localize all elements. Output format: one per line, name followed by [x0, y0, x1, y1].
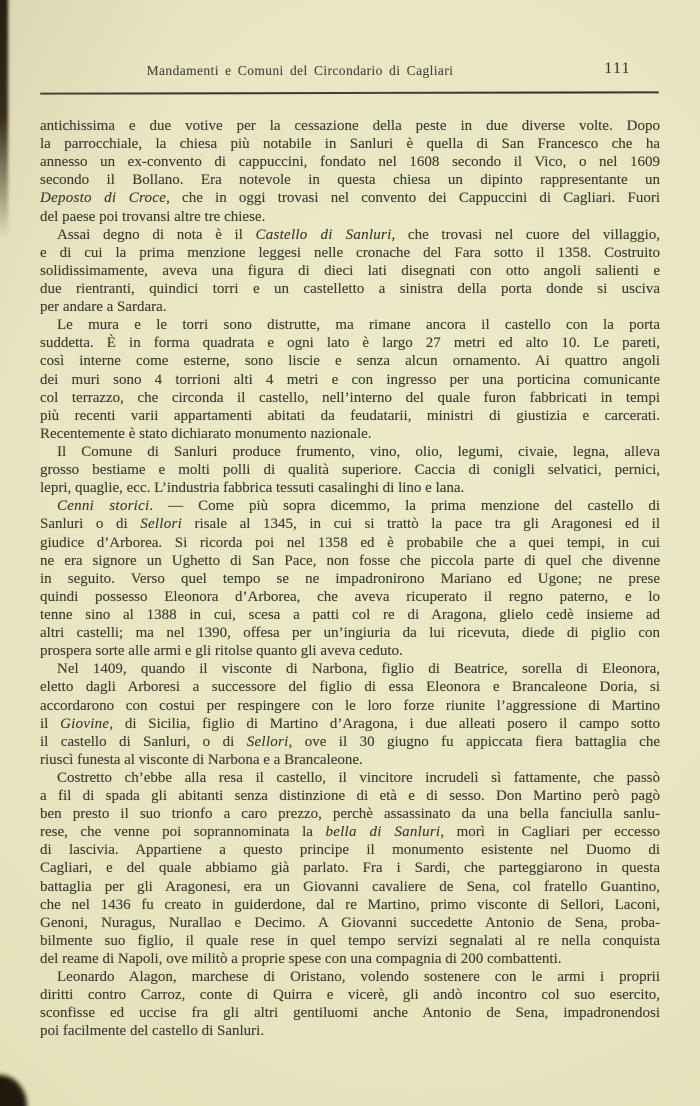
italic-text: Sellori	[140, 516, 182, 533]
text-line	[40, 805, 660, 823]
text-segment: risale al 1345, in cui si trattò la pace tra gli Aragonesi ed il	[181, 516, 661, 533]
italic-text: Sellori	[246, 733, 289, 750]
text-line	[40, 443, 660, 461]
text-line	[40, 588, 660, 606]
text-line	[40, 950, 660, 968]
text-segment: Leonardo Alagon, marchese di Oristano, volendo sostenere con le armi i proprii	[57, 969, 660, 986]
text-line	[40, 371, 660, 389]
paragraph	[40, 316, 660, 443]
page-number: 111	[604, 60, 631, 77]
paragraph	[40, 443, 660, 497]
header-rule	[40, 91, 659, 94]
text-segment: , che in oggi trovasi nel convento dei Cappuccini di Cagliari. Fuori	[166, 190, 660, 207]
text-segment: di lascivia. Appartiene a questo principe il monumento esistente nel Duomo di	[40, 842, 660, 859]
italic-text: Giovine	[60, 715, 110, 732]
text-segment: bilmente suo figlio, il quale rese in quel tempo servizi segnalati al re nella conquista	[40, 932, 660, 949]
text-line	[40, 715, 660, 733]
text-line	[40, 497, 660, 515]
text-segment: del paese poi trovansi altre tre chiese.	[40, 208, 266, 225]
text-segment: Cagliari, e del quale abbiamo già parlato. Fra i Sardi, che parteggiarono in questa	[40, 860, 660, 877]
text-segment: Sanluri o di	[40, 516, 141, 533]
italic-text: bella di Sanluri	[325, 824, 441, 841]
text-line	[40, 733, 660, 751]
text-segment: , che trovasi nel cuore del villaggio,	[391, 226, 660, 243]
italic-text: Castello di Sanluri	[255, 226, 392, 243]
text-line	[40, 534, 660, 552]
text-segment: due rientranti, quindici torri e un castelletto a sinistra della porta donde si usciva	[40, 280, 660, 297]
italic-text: Cenni storici	[57, 498, 150, 515]
text-segment: col terrazzo, che circonda il castello, nell’interno del quale furon fabbricati in tempi	[40, 389, 660, 406]
text-line	[40, 878, 660, 896]
text-line	[40, 986, 660, 1004]
text-segment: ne era signore un Ughetto di San Pace, non fosse che piccola parte di quel che divenne	[40, 552, 660, 569]
text-segment: grosso bestiame e molti polli di qualità superiore. Caccia di conigli selvatici, pernici,	[40, 462, 660, 479]
text-segment: , morì in Cagliari per eccesso	[440, 824, 660, 841]
text-line	[40, 914, 660, 932]
paragraph	[40, 660, 660, 769]
text-line	[40, 1022, 660, 1040]
text-line	[40, 262, 660, 280]
text-segment: il castello di Sanluri, o di	[40, 733, 247, 750]
text-line	[40, 407, 660, 425]
text-line	[40, 896, 660, 914]
text-segment: Le mura e le torri sono distrutte, ma rimane ancora il castello con la porta	[57, 317, 660, 334]
text-line	[40, 660, 660, 678]
text-segment: più recenti varii appartamenti abitati da feudatarii, ministri di giustizia e carcerati.	[40, 407, 660, 424]
text-segment: . — Come più sopra dicemmo, la prima menzione del castello di	[149, 498, 660, 515]
italic-text: Deposto di Croce	[40, 190, 167, 207]
text-line	[40, 932, 660, 950]
text-line	[40, 298, 660, 316]
text-segment: così interne come esterne, sono liscie e senza alcun ornamento. Ai quattro angoli	[40, 353, 660, 370]
text-segment: Recentemente è stato dichiarato monumento nazionale.	[40, 425, 372, 442]
text-segment: accordarono con costui per respingere con le loro forze riunite l’aggressione di Martino	[40, 697, 660, 714]
text-line	[40, 352, 660, 370]
text-line	[40, 751, 660, 769]
text-segment: quindi possesso Eleonora d’Arborea, che aveva ricuperato il regno paterno, e lo	[40, 588, 660, 605]
text-line	[40, 823, 660, 841]
text-line	[40, 606, 660, 624]
text-segment: poi facilmente del castello di Sanluri.	[40, 1023, 265, 1040]
paragraph	[40, 117, 660, 226]
text-segment: rese, che venne poi soprannominata la	[40, 824, 326, 841]
paragraph	[40, 497, 660, 660]
text-line	[40, 841, 660, 859]
text-line	[40, 153, 660, 171]
paragraph	[40, 226, 660, 317]
text-segment: prospera sorte alle armi e gli ritolse quanto gli aveva ceduto.	[40, 643, 403, 660]
text-line	[40, 244, 660, 262]
text-segment: , di Sicilia, figlio di Martino d’Aragona, i due alleati posero il campo sotto	[109, 715, 660, 732]
text-line	[40, 515, 660, 533]
text-line	[40, 316, 660, 334]
text-segment: e di cui la prima menzione leggesi nelle cronache del Fara sotto il 1358. Costruito	[40, 244, 660, 261]
text-segment: lepri, quaglie, ecc. L’industria fabbrica tessuti casalinghi di lino e lana.	[40, 480, 465, 497]
text-segment: , ove il 30 giugno fu appiccata fiera battaglia che	[288, 733, 660, 750]
text-segment: Nel 1409, quando il visconte di Narbona, figlio di Beatrice, sorella di Eleonora,	[57, 661, 660, 678]
text-segment: antichissima e due votive per la cessazione della peste in due diverse volte. Dopo	[40, 118, 660, 134]
text-segment: Costretto ch’ebbe alla resa il castello, il vincitore incrudelì sì fattamente, che passò	[57, 769, 660, 786]
text-segment: Assai degno di nota è il	[57, 226, 256, 243]
running-title: Mandamenti e Comuni del Circondario di Cagliari	[146, 63, 454, 78]
text-line	[40, 624, 660, 642]
text-line	[40, 570, 660, 588]
text-line	[40, 425, 660, 443]
text-segment: annesso un ex-convento di cappuccini, fondato nel 1608 secondo il Vico, o nel 1609	[40, 154, 660, 171]
text-line	[40, 479, 660, 497]
text-line	[40, 334, 660, 352]
text-line	[40, 678, 660, 696]
text-segment: a fil di spada gli abitanti senza distinzione di età e di sesso. Don Martino però pagò	[40, 788, 660, 805]
text-line	[40, 208, 660, 226]
text-line	[40, 389, 660, 407]
text-line	[40, 697, 660, 715]
text-segment: riuscì funesta al visconte di Narbona e a Brancaleone.	[40, 751, 363, 768]
text-line	[40, 226, 660, 244]
text-block	[40, 117, 660, 1041]
text-segment: che nel 1436 fu creato in guiderdone, dal re Martino, primo visconte di Sellori, Laconi,	[40, 896, 660, 913]
text-segment: sconfisse ed uccise fra gli altri gentiluomi anche Antonio de Sena, impadronendosi	[40, 1005, 660, 1022]
text-segment: diritti contro Carroz, conte di Quirra e vicerè, gli andò incontro col suo esercito,	[40, 987, 660, 1004]
text-line	[40, 117, 660, 135]
text-segment: il	[40, 715, 61, 732]
text-segment: del reame di Napoli, ove militò a proprie spese con una compagnia di 200 combattenti.	[40, 951, 562, 968]
scan-edge-shadow-left	[0, 0, 8, 239]
text-segment: battaglia per gli Aragonesi, era un Giovanni cavaliere de Sena, col fratello Guantino,	[40, 878, 660, 895]
text-line	[40, 552, 660, 570]
text-segment: altri castelli; ma nel 1390, offesa per un’ingiuria da lui ricevuta, diede di piglio con	[40, 625, 660, 642]
text-line	[40, 968, 660, 986]
text-segment: ben presto il suo trionfo a caro prezzo, perchè assassinato da una bella fanciulla sanlu-	[40, 806, 660, 823]
text-segment: in seguito. Verso quel tempo se ne impadronirono Mariano ed Ugone; ne prese	[40, 570, 660, 587]
text-segment: suddetta. È in forma quadrata e ogni lato è largo 27 metri ed alto 10. Le pareti,	[40, 335, 660, 352]
text-segment: secondo il Bollano. Era notevole in questa chiesa un dipinto rappresentante un	[40, 172, 660, 189]
text-line	[40, 642, 660, 660]
text-segment: la parrocchiale, la chiesa più notabile in Sanluri è quella di San Francesco che ha	[40, 136, 660, 153]
text-line	[40, 1004, 660, 1022]
paragraph	[40, 968, 660, 1040]
text-line	[40, 189, 660, 207]
paragraph	[40, 769, 660, 968]
text-line	[40, 461, 660, 479]
text-line	[40, 171, 660, 189]
text-line	[40, 859, 660, 877]
text-segment: giudice d’Arborea. Si ricorda poi nel 1358 ed è probabile che a quei tempi, in cui	[40, 534, 660, 551]
text-segment: dei muri sono 4 torrioni alti 4 metri e con ingresso per una porticina comunicante	[40, 371, 660, 388]
text-line	[40, 280, 660, 298]
text-segment: Il Comune di Sanluri produce frumento, vino, olio, legumi, civaie, legna, alleva	[57, 443, 660, 460]
scan-edge-shadow-bottom-left	[0, 1075, 27, 1106]
text-segment: Genoni, Nuragus, Nurallao e Decimo. A Giovanni succedette Antonio de Sena, proba-	[40, 914, 660, 931]
text-line	[40, 135, 660, 153]
text-segment: per andare a Sardara.	[40, 299, 167, 316]
text-segment: solidissimamente, aveva una figura di dieci lati disegnati con otto angoli salienti e	[40, 262, 660, 279]
text-segment: tenne sino al 1388 in cui, scesa a patti col re di Aragona, glielo cedè insieme ad	[40, 606, 660, 623]
text-segment: eletto dagli Arboresi a successore del figlio di essa Eleonora e Brancaleone Doria, si	[40, 679, 660, 696]
text-line	[40, 787, 660, 805]
text-line	[40, 769, 660, 787]
